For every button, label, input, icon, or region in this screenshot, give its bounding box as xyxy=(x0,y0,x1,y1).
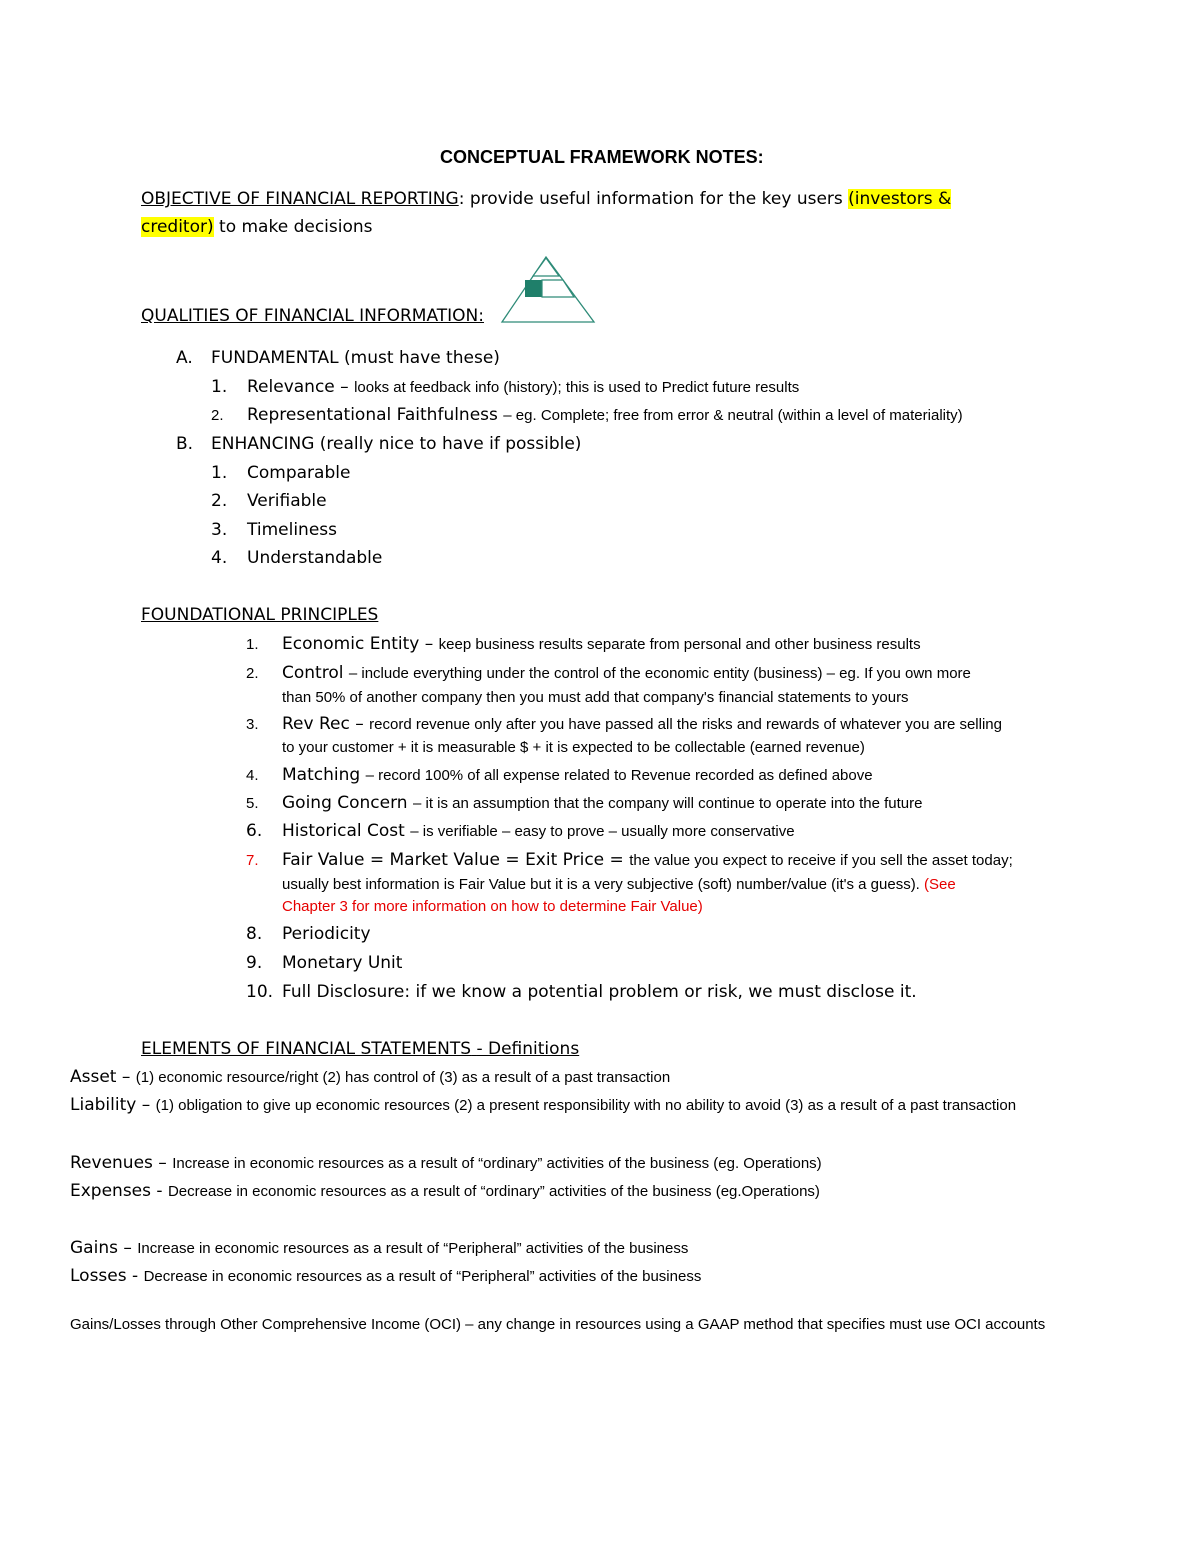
principle-item-3-cont: to your customer + it is measurable $ + it is expected to be collectable (earned revenue) xyxy=(282,739,865,756)
fundamental-label: FUNDAMENTAL (must have these) xyxy=(211,348,500,368)
objective-line-2 xyxy=(141,216,373,238)
principle-item-6: 6. Historical Cost – is verifiable – easy to prove – usually more conservative xyxy=(246,821,795,841)
principle-item-7-cont: usually best information is Fair Value but it is a very subjective (soft) number/value (it's a guess). (See xyxy=(282,876,956,893)
element-losses: Losses - Decrease in economic resources as a result of “Peripheral” activities of the business xyxy=(70,1266,702,1286)
fundamental-item-1: 1. Relevance – looks at feedback info (history); this is used to Predict future results xyxy=(211,377,800,397)
element-revenues: Revenues – Increase in economic resources as a result of “ordinary” activities of the business (eg. Operations) xyxy=(70,1153,822,1173)
principle-item-2-cont: than 50% of another company then you must add that company's financial statements to yours xyxy=(282,689,909,706)
fundamental-item-2: 2. Representational Faithfulness – eg. Complete; free from error & neutral (within a level of materiality) xyxy=(211,405,963,425)
element-liability: Liability – (1) obligation to give up economic resources (2) a present responsibility with no ability to avoid (3) as a result of a past transaction xyxy=(70,1095,1017,1115)
principle-item-2: 2. Control – include everything under the control of the economic entity (business) – eg. If you own more xyxy=(246,663,971,683)
elements-heading: ELEMENTS OF FINANCIAL STATEMENTS - Definitions xyxy=(141,1039,580,1059)
objective-heading: OBJECTIVE OF FINANCIAL REPORTING xyxy=(141,189,459,209)
objective-line-1: OBJECTIVE OF FINANCIAL REPORTING: provide useful information for the key users (investors & xyxy=(141,189,952,209)
qualities-heading: QUALITIES OF FINANCIAL INFORMATION: xyxy=(141,306,484,326)
enhancing-label: ENHANCING (really nice to have if possible) xyxy=(211,434,582,454)
principle-item-3: 3. Rev Rec – record revenue only after you have passed all the risks and rewards of whatever you are selling xyxy=(246,714,1002,734)
principle-item-4: 4. Matching – record 100% of all expense related to Revenue recorded as defined above xyxy=(246,765,873,785)
element-oci: Gains/Losses through Other Comprehensive Income (OCI) – any change in resources using a GAAP method that specifies must use OCI accounts xyxy=(70,1316,1046,1333)
principle-item-1: 1. Economic Entity – keep business results separate from personal and other business results xyxy=(246,634,921,654)
principle-item-8: 8. Periodicity xyxy=(246,924,371,944)
enhancing-item-1: 1. Comparable xyxy=(211,463,351,483)
element-asset: Asset – (1) economic resource/right (2) has control of (3) as a result of a past transaction xyxy=(70,1067,671,1087)
enhancing-item-3: 3. Timeliness xyxy=(211,520,337,540)
element-expenses: Expenses - Decrease in economic resources as a result of “ordinary” activities of the business (eg.Operations) xyxy=(70,1181,820,1201)
element-gains: Gains – Increase in economic resources as a result of “Peripheral” activities of the business xyxy=(70,1238,689,1258)
enhancing-marker: B. xyxy=(176,434,194,454)
principle-item-5: 5. Going Concern – it is an assumption that the company will continue to operate into the future xyxy=(246,793,923,813)
objective-text: provide useful information for the key users xyxy=(469,189,843,209)
principles-heading: FOUNDATIONAL PRINCIPLES xyxy=(141,605,379,625)
pyramid-icon xyxy=(500,256,596,324)
page-title: CONCEPTUAL FRAMEWORK NOTES: xyxy=(440,147,764,167)
principle-item-7: 7. Fair Value = Market Value = Exit Price = the value you expect to receive if you sell the asset today; xyxy=(246,850,1013,870)
objective-highlight-2: creditor) xyxy=(141,217,214,237)
principle-item-10: 10. Full Disclosure: if we know a potential problem or risk, we must disclose it. xyxy=(246,982,917,1002)
principle-item-7-note: Chapter 3 for more information on how to determine Fair Value) xyxy=(282,898,703,915)
enhancing-item-4: 4. Understandable xyxy=(211,548,383,568)
enhancing-item-2: 2. Verifiable xyxy=(211,491,327,511)
principle-item-9: 9. Monetary Unit xyxy=(246,953,403,973)
objective-text-2: to make decisions xyxy=(219,217,373,237)
fundamental-marker: A. xyxy=(176,348,193,368)
objective-highlight: (investors & xyxy=(848,189,952,209)
